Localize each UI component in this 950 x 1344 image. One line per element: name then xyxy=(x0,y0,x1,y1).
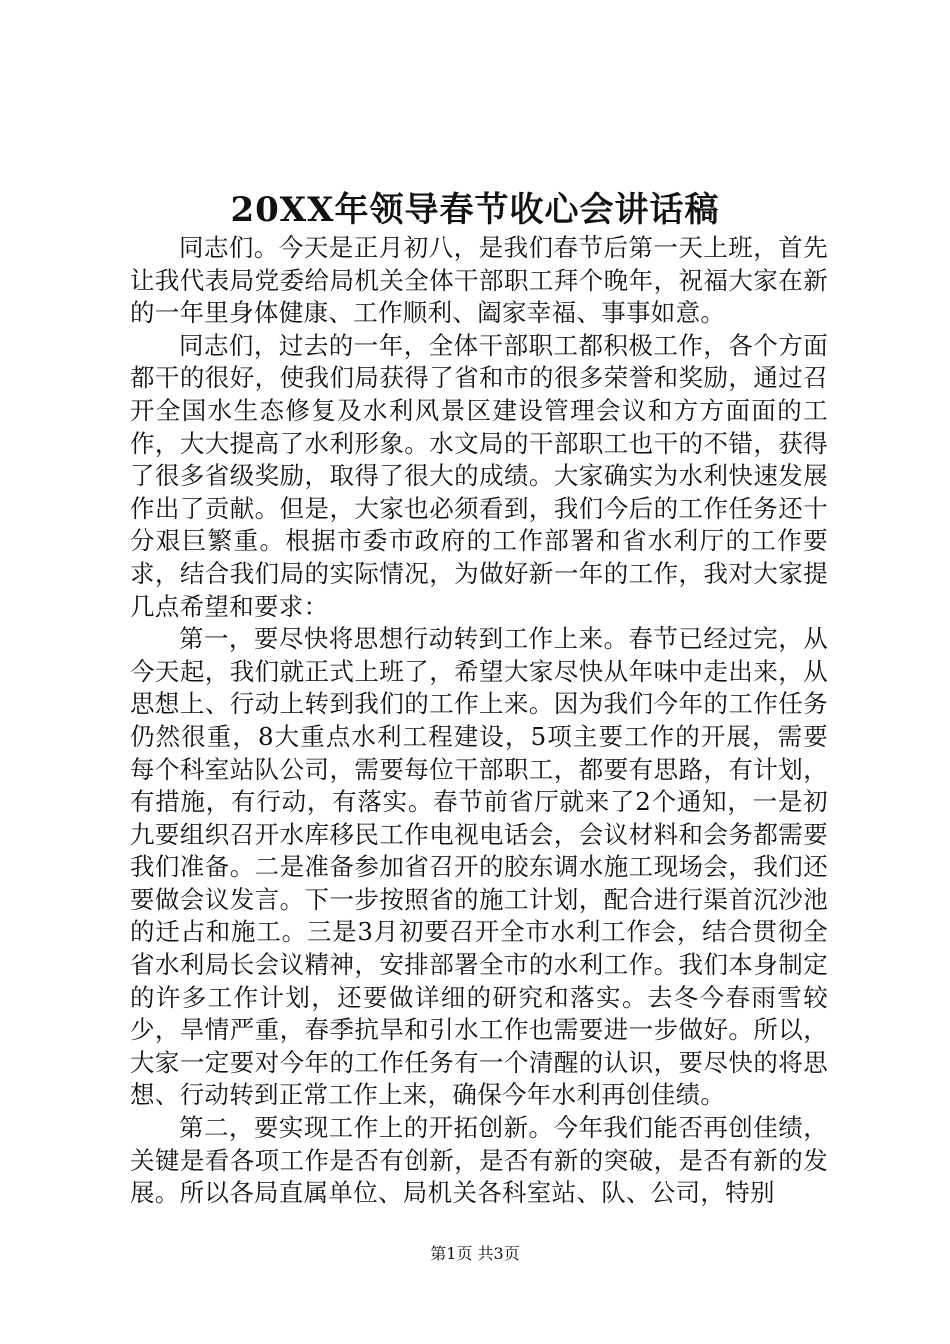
document-body xyxy=(130,232,828,1210)
paragraph-greeting: 同志们。今天是正月初八，是我们春节后第一天上班，首先让我代表局党委给局机关全体干部职工拜个晚年，祝福大家在新的一年里身体健康、工作顺利、阖家幸福、事事如意。 xyxy=(130,233,828,328)
paragraph-point-one: 第一，要尽快将思想行动转到工作上来。春节已经过完，从今天起，我们就正式上班了，希望大家尽快从年味中走出来，从思想上、行动上转到我们的工作上来。因为我们今年的工作任务仍然很重，8大重点水利工程建设，5项主要工作的开展，需要每个科室站队公司，需要每位干部职工，都要有思路，有计划，有措施，有行动，有落实。春节前省厅就来了2个通知，一是初九要组织召开水库移民工作电视电话会，会议材料和会务都需要我们准备。二是准备参加省召开的胶东调水施工现场会，我们还要做会议发言。下一步按照省的施工计划，配合进行渠首沉沙池的迁占和施工。三是3月初要召开全市水利工作会，结合贯彻全省水利局长会议精神，安排部署全市的水利工作。我们本身制定的许多工作计划，还要做详细的研究和落实。去冬今春雨雪较少，旱情严重，春季抗旱和引水工作也需要进一步做好。所以，大家一定要对今年的工作任务有一个清醒的认识，要尽快的将思想、行动转到正常工作上来，确保今年水利再创佳绩。 xyxy=(130,624,828,1110)
paragraph-point-two: 第二，要实现工作上的开拓创新。今年我们能否再创佳绩，关键是看各项工作是否有创新，是否有新的突破，是否有新的发展。所以各局直属单位、局机关各科室站、队、公司，特别 xyxy=(130,1113,828,1208)
document-title: 20XX年领导春节收心会讲话稿 xyxy=(230,190,720,230)
page-number-footer: 第1页 共3页 xyxy=(430,1244,520,1263)
paragraph-review: 同志们，过去的一年，全体干部职工都积极工作，各个方面都干的很好，使我们局获得了省和市的很多荣誉和奖励，通过召开全国水生态修复及水利风景区建设管理会议和方方面面的工作，大大提高了水利形象。水文局的干部职工也干的不错，获得了很多省级奖励，取得了很大的成绩。大家确实为水利快速发展作出了贡献。但是，大家也必须看到，我们今后的工作任务还十分艰巨繁重。根据市委市政府的工作部署和省水利厅的工作要求，结合我们局的实际情况，为做好新一年的工作，我对大家提几点希望和要求： xyxy=(130,330,828,621)
